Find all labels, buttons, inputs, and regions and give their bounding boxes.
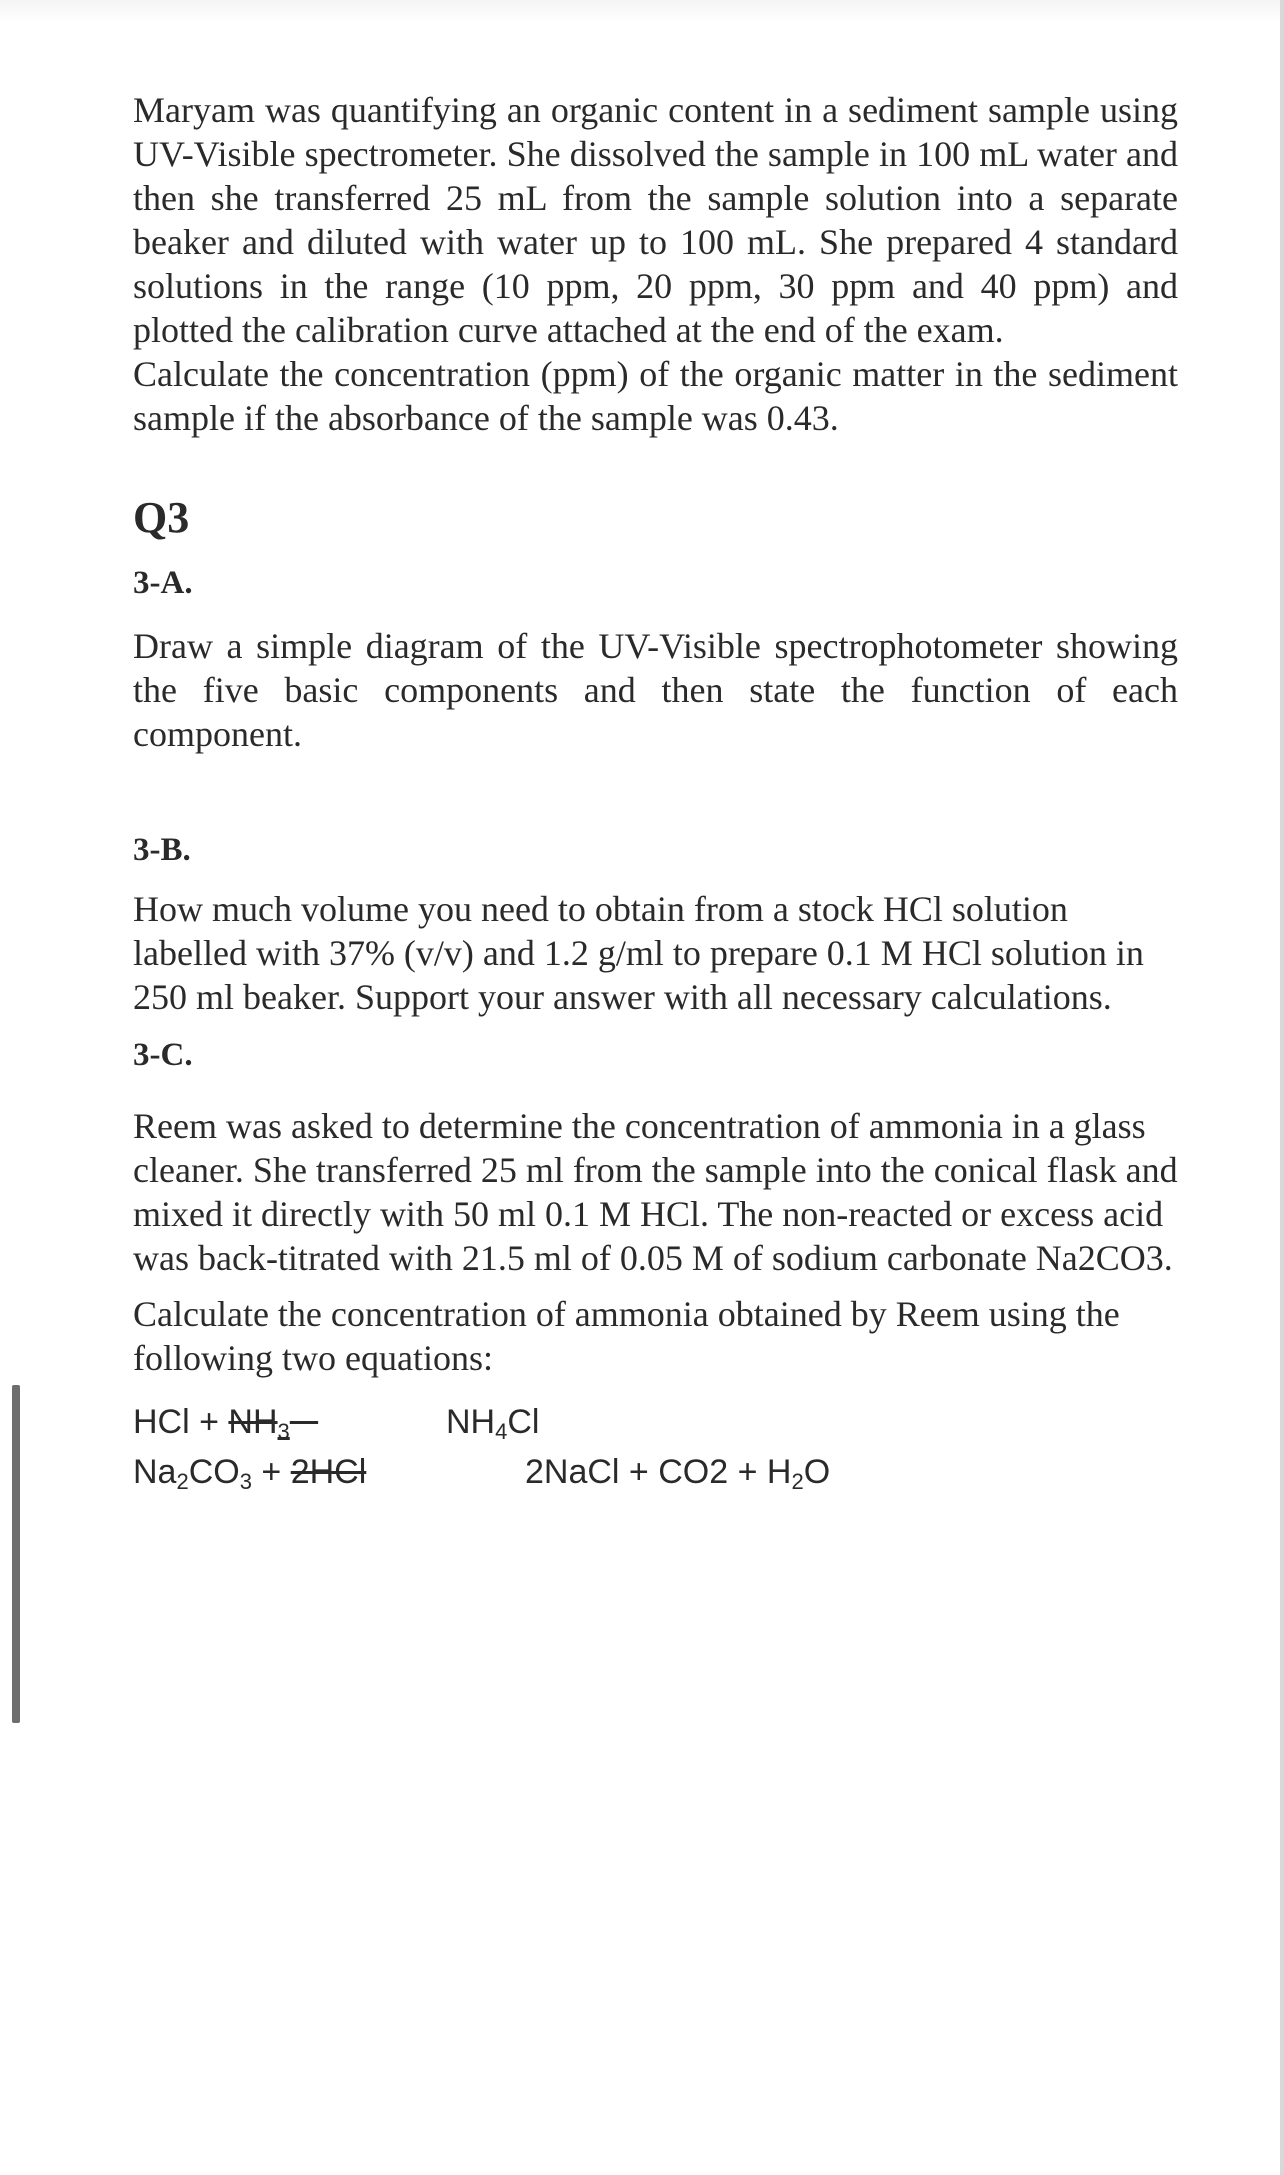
page-right-edge [1280,0,1284,2175]
section-3b-label: 3-B. [133,832,191,868]
top-edge-shadow [0,0,1284,22]
section-3c-text-1: Reem was asked to determine the concentration of ammonia in a glass cleaner. She transferred 25 ml from the sample into the conical flask and mixed it directly with 50 ml 0.1 M HCl. The non-reacted or excess acid was back-titrated with 21.5 ml of 0.05 M of sodium carbonate Na2CO3. [133,1106,1178,1278]
equation-2 [133,1448,1178,1496]
equation-2-products: 2NaCl + $CO2 + H_2O$ [525,1453,831,1494]
exam-content [133,88,1178,1496]
section-3b-text: How much volume you need to obtain from a stock HCl solution labelled with 37% (v/v) and 1.2 g/ml to prepare 0.1 M HCl solution in 250 ml beaker. Support your answer with all necessary calculations. [133,889,1144,1017]
q2-paragraph-1: Maryam was quantifying an organic content in a sediment sample using UV-Visible spectrometer. She dissolved the sample in 100 mL water and then she transferred 25 mL from the sample solution into a separate beaker and diluted with water up to 100 mL. She prepared 4 standard solutions in the range (10 ppm, 20 ppm, 30 ppm and 40 ppm) and plotted the calibration curve attached at the end of the exam. [133,90,1178,350]
equation-1 [133,1398,1178,1446]
section-3a-text: Draw a simple diagram of the UV-Visible spectrophotometer showing the five basic components and then state the function of each component. [133,626,1178,754]
equation-2-reactants: $Na_2CO_3 + 2HCl$ [133,1453,367,1494]
question-3-title: Q3 [133,493,190,542]
hcl-struck: 2HCl [290,1453,367,1491]
equation-1-reactants: HCl + $NH_3$ [133,1398,318,1456]
section-3a-label: 3-A. [133,565,193,601]
nh3-struck: $NH_3$ [228,1403,290,1444]
equation-1-product: $NH_4Cl$ [446,1403,540,1444]
section-3c-label: 3-C. [133,1037,193,1073]
section-3c-text-2: Calculate the concentration of ammonia obtained by Reem using the following two equations: [133,1294,1120,1378]
scroll-indicator-bar[interactable] [12,1385,20,1723]
q2-paragraph-2: Calculate the concentration (ppm) of the organic matter in the sediment sample if the absorbance of the sample was 0.43. [133,354,1178,438]
